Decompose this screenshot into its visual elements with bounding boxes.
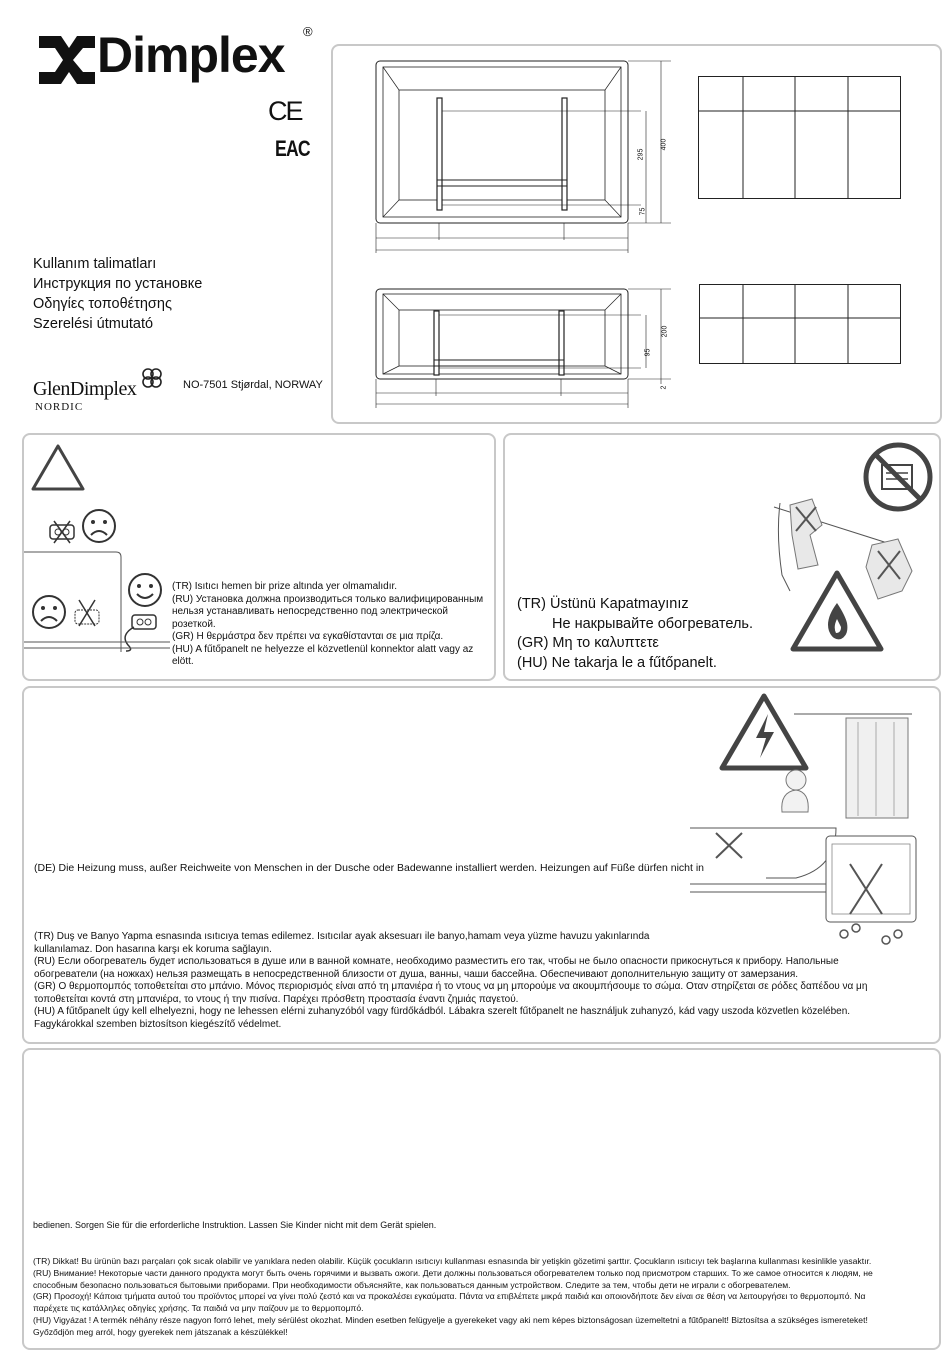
spec-table-top xyxy=(698,76,903,201)
children-warning-line: παρέχετε τις κατάλληλες οδηγίες χρήσης. Τα παιδιά να μην παίζουν με το θερμοπομπό. xyxy=(33,1303,364,1314)
heater-drawing-bottom xyxy=(371,286,691,416)
outlet-warning-line: розеткой. xyxy=(172,618,216,630)
children-warning-line: (HU) Vigyázat ! A termék néhány része nagyon forró lehet, mely sérülést okozhat. Minden esetben felügyelje a gyerekeket vagy aki nem képes biztonságosan üzemeltetni a fűtőpanelt! Biztosítsa a szükséges ismereteket! xyxy=(33,1314,868,1325)
sad-face-icon xyxy=(30,593,68,631)
manual-titles xyxy=(33,254,202,334)
bathroom-warning-line: kullanılamaz. Don hasarına karşı ek koruma sağlayın. xyxy=(34,943,272,955)
children-warning-de: bedienen. Sorgen Sie für die erforderliche Instruktion. Lassen Sie Kinder nicht mit dem Gerät spielen. xyxy=(33,1220,437,1230)
dim-label-295: 295 xyxy=(637,148,645,161)
cover-warning-panel xyxy=(503,433,941,681)
outlet-warning-line: (RU) Установка должна производиться только валифицированным xyxy=(172,593,484,605)
bathroom-warning-line: τοποθετείται κοντά στη μπανιέρα, το ντους ή την πισίνα. Παρέχει πρόσθετη προστασία έναντι ζημιάς παγετού. xyxy=(34,993,519,1005)
company-address: NO-7501 Stjørdal, NORWAY xyxy=(183,379,323,391)
company-logo xyxy=(33,370,173,420)
company-name: GlenDimplex xyxy=(33,378,137,400)
title-ru: Инструкция по установке xyxy=(33,276,203,292)
bathroom-warning-line: Fagykárokkal szemben biztosítson kiegészítő védelmet. xyxy=(34,1018,282,1030)
cover-warning-line: (GR) Μη το καλυπτετε xyxy=(517,635,659,651)
floor-line xyxy=(24,640,174,650)
bathroom-warning-line: (HU) A fűtőpanelt úgy kell elhelyezni, hogy ne lehessen elérni zuhanyzóból vagy fürdőkádból. Lábakra szerelt fűtőpanelt ne használjuk zuhanyzó, kád vagy uszoda közvetlen közelében. xyxy=(34,1006,851,1017)
bathroom-warning-line: (RU) Если обогреватель будет использоваться в душе или в ванной комнате, необходимо разместить его так, чтобы не было опасности прикоснуться к прибору. Напольные xyxy=(34,956,839,967)
children-warning-line: способным безопасно пользоваться бытовыми приборами. При необходимости объясняйте, как пользоваться данным устройством. Следите за тем, чтобы дети не играли с обогревателем. xyxy=(33,1279,791,1290)
company-sub: NORDIC xyxy=(35,401,84,413)
outlet-warning-text xyxy=(172,581,483,669)
outlet-warning-line: elött. xyxy=(172,656,194,667)
ce-mark: CE xyxy=(268,96,302,126)
children-warning-line: Győződjön meg arról, hogy gyerekek nem játszanak a készülékkel! xyxy=(33,1326,288,1337)
dimension-drawing-panel xyxy=(331,44,942,424)
children-warning-text xyxy=(33,1256,873,1339)
bathroom-illustration xyxy=(686,708,921,968)
children-warning-line: (RU) Внимание! Некоторые части данного продукта могут быть очень горячими и вызвать ожоги. Дети должны пользоваться обогревателем только под присмотром старших. То же самое относится к людям, не xyxy=(33,1267,873,1278)
registered-mark: ® xyxy=(303,24,313,39)
outlet-warning-panel xyxy=(22,433,496,681)
outlet-warning-line: (GR) Η θερμάστρα δεν πρέπει να εγκαθίστανται σε μια πρίζα. xyxy=(172,631,444,642)
title-tr: Kullanım talimatları xyxy=(33,256,157,272)
bathroom-warning-text xyxy=(34,931,867,1031)
children-warning-line: (GR) Προσοχή! Κάποια τμήματα αυτού του προϊόντος μπορεί να γίνει πολύ ζεστό και να προκαλέσει εγκαύματα. Πάντα να επιβλέπετε μικρά παιδιά και οποιονδήποτε δεν είναι σε θέση να λειτουργήσει το θερμοπομπό. Να xyxy=(33,1291,866,1302)
cover-warning-line: (HU) Ne takarja le a fűtőpanelt. xyxy=(517,654,717,671)
title-gr: Οδηγίες τοποθέτησης xyxy=(33,296,172,312)
outlet-warning-line: (HU) A fűtőpanelt ne helyezze el közvetlenül konnektor alatt vagy az xyxy=(172,643,474,655)
fire-hazard-icon xyxy=(789,569,885,653)
cover-warning-line: Не накрывайте обогреватель. xyxy=(552,615,753,632)
knot-icon xyxy=(140,366,164,390)
dim-label-95: 95 xyxy=(644,348,652,357)
outlet-warning-line: (TR) Isıtıcı hemen bir prize altında yer olmamalıdır. xyxy=(172,581,398,592)
heater-drawing-top xyxy=(371,58,691,268)
title-hu: Szerelési útmutató xyxy=(33,316,154,332)
dim-label-2: 2 xyxy=(660,385,668,390)
brand-name: Dimplex xyxy=(97,27,285,83)
children-warning-line: (TR) Dikkat! Bu ürünün bazı parçaları çok sıcak olabilir ve yanıklara neden olabilir. Küçük çocukların ısıtıcıyı kullanması esnasında bir yetişkin gözetimi şarttır. Çocukların ısıtıcıyı tek başlarına kullanması kesinlikle yasaktır. xyxy=(33,1256,872,1266)
bathroom-warning-de: (DE) Die Heizung muss, außer Reichweite von Menschen in der Dusche oder Badewanne installiert werden. Heizungen auf Füße dürfen nicht in xyxy=(34,862,705,874)
cover-warning-line: (TR) Üstünü Kapatmayınız xyxy=(517,596,689,612)
dimplex-symbol-icon xyxy=(33,26,97,86)
crossed-socket-icon xyxy=(73,598,103,628)
bathroom-warning-line: обогреватели (на ножках) нельзя размещать в непосредственной близости от душа, ванны, чаши бассейна. Обеспечивают дополнительную защиту от замерзания. xyxy=(34,968,799,980)
outlet-warning-line: нельзя устанавливать непосредственно под электрической xyxy=(172,606,448,617)
sad-face-icon xyxy=(80,507,118,545)
crossed-socket-icon xyxy=(48,521,78,545)
happy-face-icon xyxy=(126,571,164,609)
dim-label-75: 75 xyxy=(639,207,647,216)
cover-warning-text xyxy=(517,595,753,673)
bathroom-warning-line: (GR) Ο θερμοπομπός τοποθετείται στο μπάνιο. Μόνος περιορισμός είναι από τη μπανιέρα ή το ντους να μη μπορούμε να ακουμπήσουμε το σώμα. Οταν στηρίζεται σε ρόδες δαπέδου να μη xyxy=(34,981,868,992)
eac-mark: EAC xyxy=(275,136,310,161)
children-warning-panel xyxy=(22,1048,941,1350)
spec-table-bottom xyxy=(699,284,904,366)
brand-logo xyxy=(33,22,333,86)
bathroom-warning-panel xyxy=(22,686,941,1044)
bathroom-warning-line: (TR) Duş ve Banyo Yapma esnasında ısıtıcıya temas edilemez. Isıtıcılar ayak aksesuarı ile banyo,hamam veya yüzme havuzu yakınlarında xyxy=(34,931,650,942)
dim-label-200: 200 xyxy=(661,325,669,338)
warning-triangle-icon xyxy=(30,443,86,493)
dim-label-400: 400 xyxy=(660,138,668,151)
